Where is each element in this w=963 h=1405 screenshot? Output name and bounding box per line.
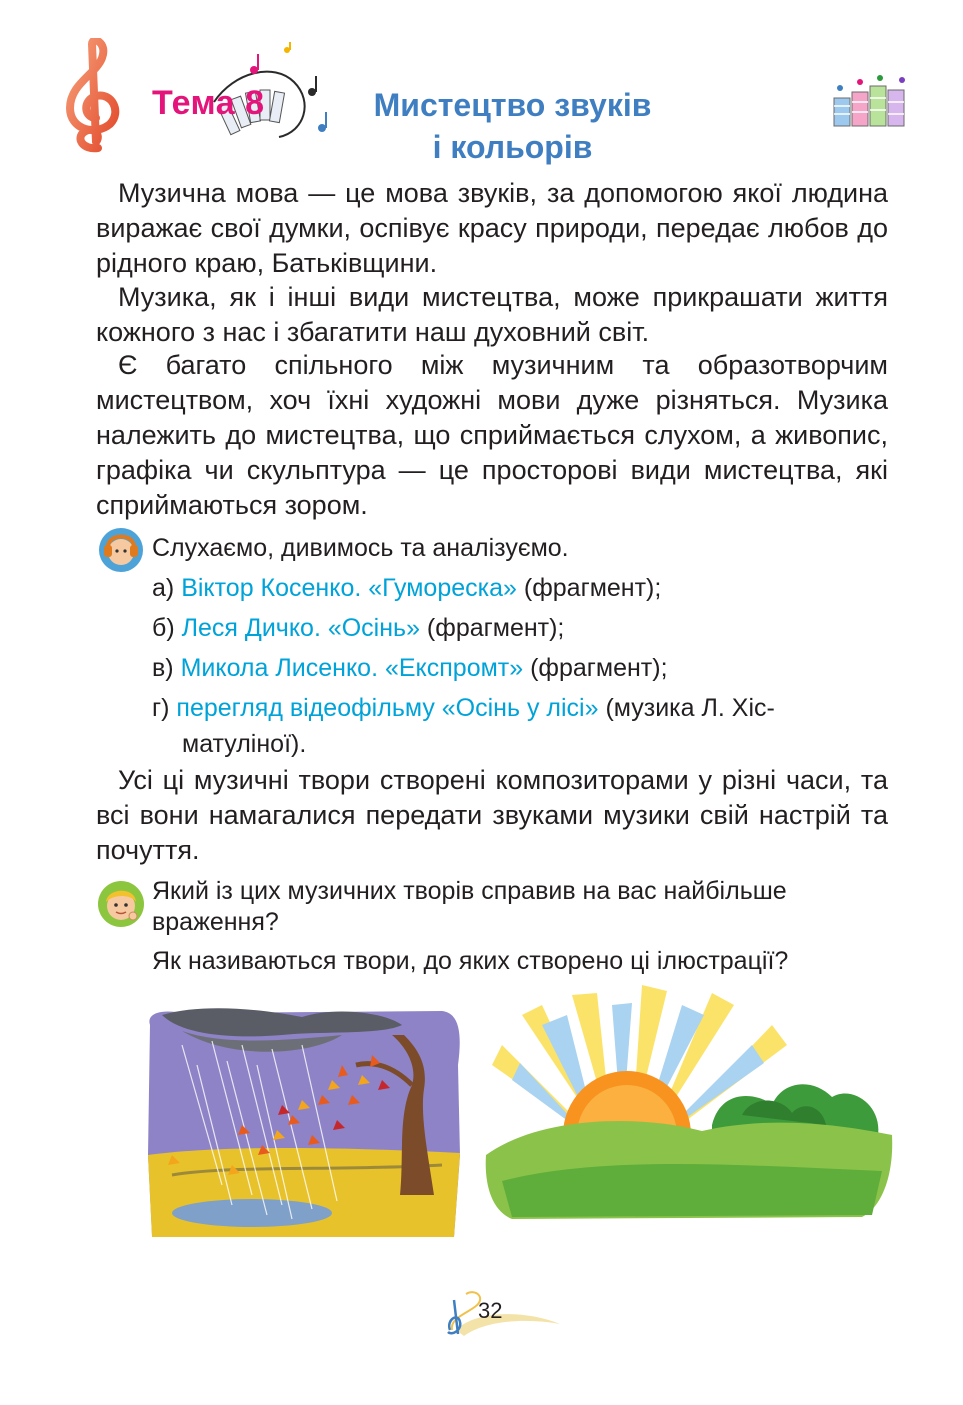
paragraph-3-text: Є багато спільного між музичним та образотворчим мистецтвом, хоч їхні художні мови дуже різняться. Музика належить до мистецтва, що сприймається слухом, а живопис, графіка чи скульптура — це просторові види мистецтва, які сприймаються зором. [96, 350, 888, 520]
rainy-autumn-illustration [142, 1005, 464, 1243]
list-marker: в) [152, 654, 174, 682]
paragraph-1-text: Музична мова — це мова звуків, за допомогою якої людина виражає свої думки, оспівує красу природи, передає любов до рідного краю, Батьківщини. [96, 178, 888, 278]
list-item [152, 688, 872, 728]
page-number: 32 [478, 1298, 503, 1323]
list-item-rest: (фрагмент); [516, 574, 662, 602]
list-item-rest: (музика Л. Хіс- [598, 694, 775, 722]
questions-block [152, 876, 892, 977]
question-1: Який із цих музичних творів справив на вас найбільше враження? [152, 877, 787, 936]
list-marker: б) [152, 614, 175, 642]
paragraph-4-text: Усі ці музичні твори створені композиторами у різні часи, та всі вони намагалися передати звуками музики свій настрій та почуття. [96, 765, 888, 865]
headphones-boy-icon [98, 527, 144, 573]
sunrise-landscape-illustration [482, 985, 894, 1225]
paragraph-4 [96, 763, 888, 868]
paragraph-1 [96, 176, 888, 281]
topic-number: 8 [245, 84, 265, 122]
list-marker: г) [152, 694, 170, 722]
topic-word: Тема [152, 84, 236, 122]
piano-keys-decoration-icon [832, 72, 912, 128]
list-marker: а) [152, 574, 175, 602]
page-title [340, 84, 685, 168]
thinking-child-icon [97, 880, 145, 928]
media-link-autumn[interactable]: Леся Дичко. «Осінь» [181, 614, 420, 642]
media-link-video-autumn-forest[interactable]: перегляд відеофільму «Осінь у лісі» [176, 694, 599, 722]
topic-label [152, 84, 265, 123]
listening-list [152, 568, 872, 760]
media-link-humoresque[interactable]: Віктор Косенко. «Гумореска» [181, 574, 517, 602]
question-2: Як називаються твори, до яких створено ці ілюстрації? [152, 947, 789, 975]
list-item-rest: (фрагмент); [419, 614, 565, 642]
list-item [152, 568, 872, 608]
list-item-continuation: матуліної). [182, 730, 307, 758]
list-item [152, 648, 872, 688]
listening-heading: Слухаємо, дивимось та аналізуємо. [152, 534, 569, 562]
paragraph-2 [96, 280, 888, 350]
title-line-2: і кольорів [432, 129, 593, 165]
paragraph-2-text: Музика, як і інші види мистецтва, може прикрашати життя кожного з нас і збагатити наш духовний світ. [96, 282, 888, 347]
media-link-impromptu[interactable]: Микола Лисенко. «Експромт» [180, 654, 524, 682]
list-item-rest: (фрагмент); [523, 654, 668, 682]
treble-clef-icon [62, 38, 130, 156]
list-item [152, 608, 872, 648]
paragraph-3 [96, 348, 888, 523]
title-line-1: Мистецтво звуків [373, 87, 652, 123]
